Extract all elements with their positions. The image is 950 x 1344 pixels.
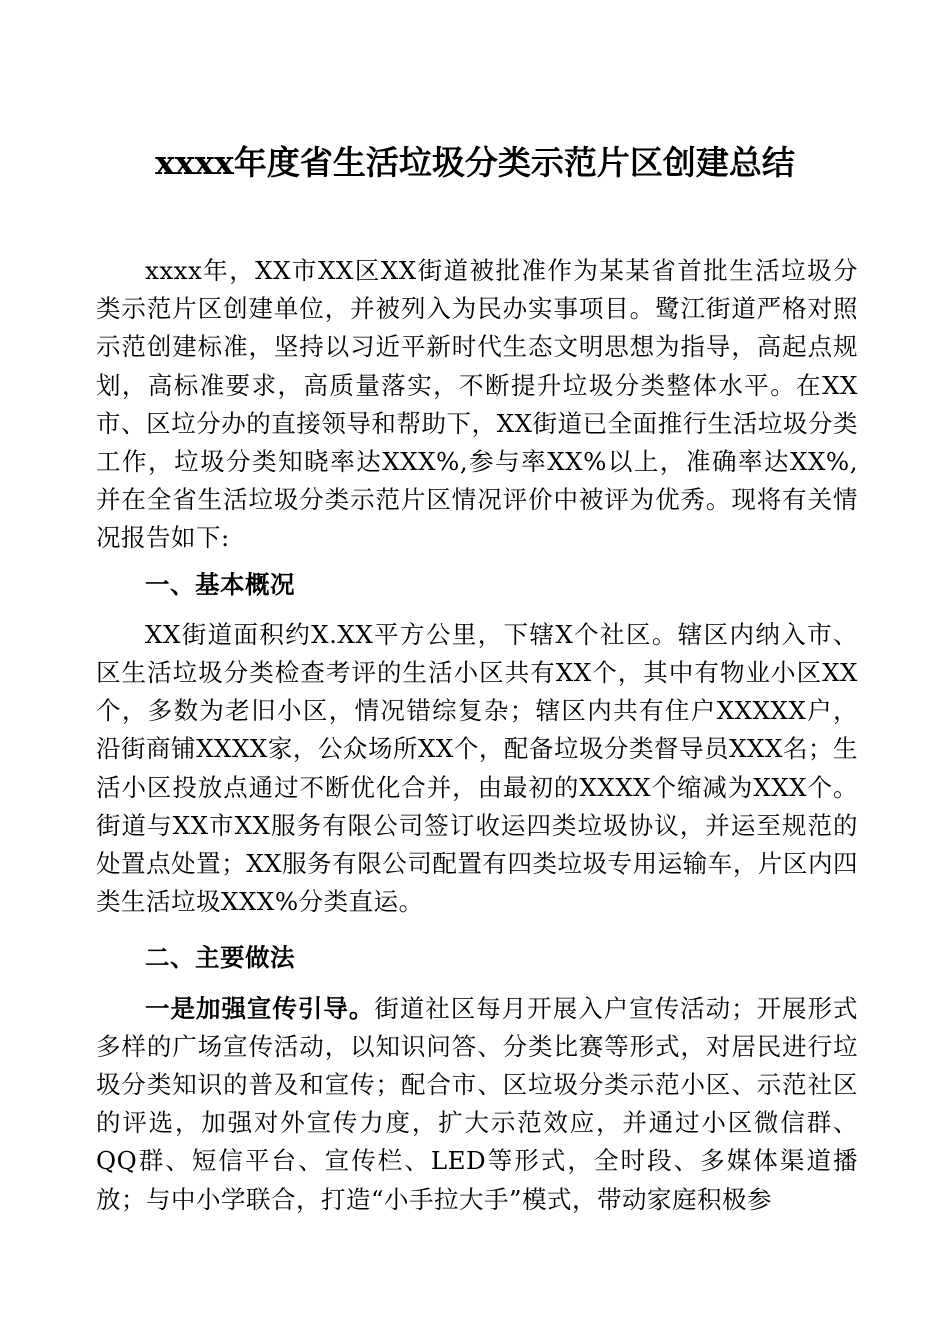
practices-paragraph	[96, 990, 858, 1219]
section-heading-overview: 一、基本概况	[145, 569, 295, 599]
intro-paragraph: xxxx年，XX市XX区XX街道被批准作为某某省首批生活垃圾分类示范片区创建单位，并被列入为民办实事项目。鹭江街道严格对照示范创建标准，坚持以习近平新时代生态文明思想为指导，高起点规划，高标准要求，高质量落实，不断提升垃圾分类整体水平。在XX市、区垃分办的直接领导和帮助下，XX街道已全面推行生活垃圾分类工作，垃圾分类知晓率达XXX%,参与率XX%以上，准确率达XX%,并在全省生活垃圾分类示范片区情况评价中被评为优秀。现将有关情况报告如下:	[96, 256, 858, 553]
document-body	[96, 252, 858, 1219]
practices-body-text: 街道社区每月开展入户宣传活动；开展形式多样的广场宣传活动，以知识问答、分类比赛等形式，对居民进行垃圾分类知识的普及和宣传；配合市、区垃圾分类示范小区、示范社区的评选，加强对外宣传力度，扩大示范效应，并通过小区微信群、QQ群、短信平台、宣传栏、LED等形式，全时段、多媒体渠道播放；与中小学联合，打造“小手拉大手”模式，带动家庭积极参	[96, 993, 859, 1214]
practices-lead-text: 一是加强宣传引导。	[145, 993, 375, 1023]
overview-paragraph: XX街道面积约X.XX平方公里，下辖X个社区。辖区内纳入市、区生活垃圾分类检查考评的生活小区共有XX个，其中有物业小区XX个，多数为老旧小区，情况错综复杂；辖区内共有住户XXXXX户，沿街商铺XXXX家，公众场所XX个，配备垃圾分类督导员XXX名；生活小区投放点通过不断优化合并，由最初的XXXX个缩减为XXX个。街道与XX市XX服务有限公司签订收运四类垃圾协议，并运至规范的处置点处置；XX服务有限公司配置有四类垃圾专用运输车，片区内四类生活垃圾XXX%分类直运。	[96, 619, 858, 917]
section-heading-practices: 二、主要做法	[145, 943, 295, 973]
document-title: xxxx年度省生活垃圾分类示范片区创建总结	[155, 143, 795, 182]
